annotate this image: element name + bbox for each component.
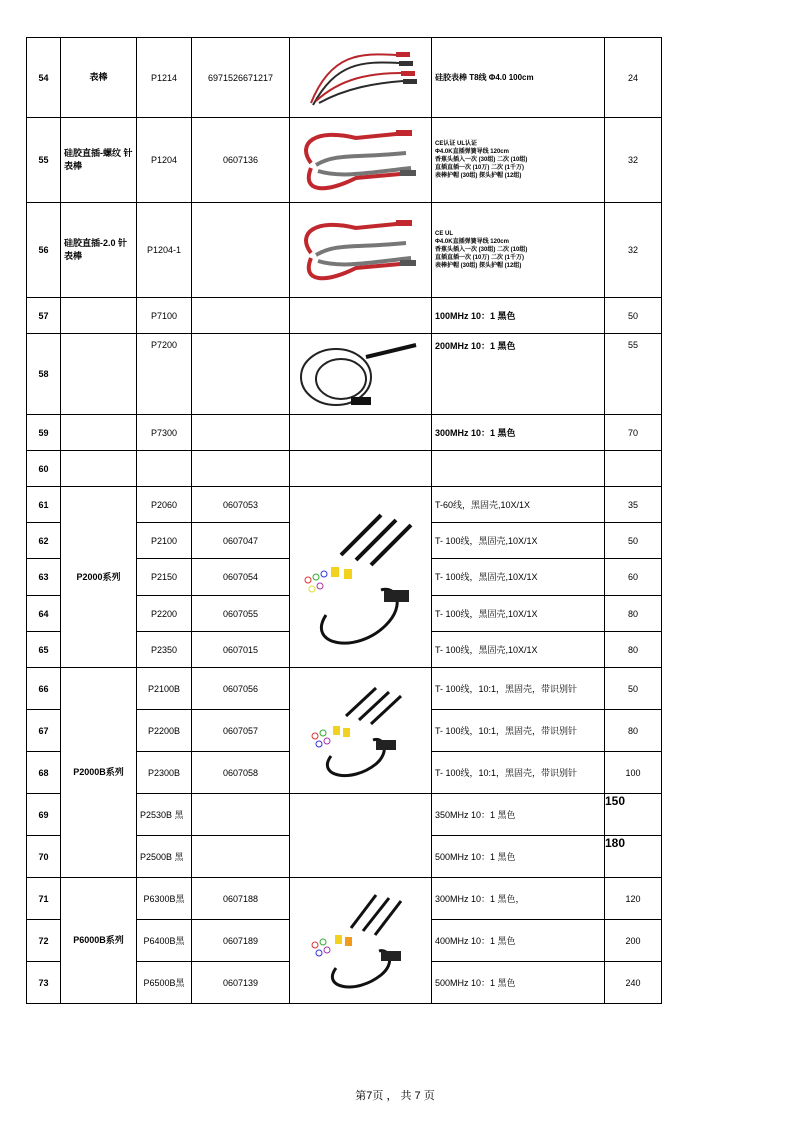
product-description <box>432 203 605 298</box>
table-row <box>27 451 662 487</box>
desc-line: 直插直插一次 (10万) 二次 (1千万) <box>435 165 525 171</box>
product-code: 0607189 <box>192 920 290 962</box>
table-row <box>27 878 662 920</box>
price <box>605 451 662 487</box>
desc-line: CE认证 UL认证 <box>435 141 478 147</box>
product-description: T- 100线，黑固壳,10X/1X <box>432 596 605 632</box>
table-row <box>27 334 662 415</box>
series-label: P2000系列 <box>76 571 121 582</box>
row-number: 68 <box>27 752 61 794</box>
table-row <box>27 298 662 334</box>
product-description: T- 100线，10:1，黑固壳，带识别针 <box>432 668 605 710</box>
product-image <box>290 451 432 487</box>
row-number: 67 <box>27 710 61 752</box>
price: 80 <box>605 596 662 632</box>
product-description: 100MHz 10：1 黑色 <box>432 298 605 334</box>
model-number: P1204-1 <box>137 203 192 298</box>
price: 35 <box>605 487 662 523</box>
model-number: P2500B 黑 <box>137 836 192 878</box>
row-number: 65 <box>27 632 61 668</box>
product-code <box>192 451 290 487</box>
product-description: 300MHz 10：1 黑色 <box>432 415 605 451</box>
price: 50 <box>605 668 662 710</box>
product-description: 500MHz 10：1 黑色 <box>432 836 605 878</box>
row-number: 66 <box>27 668 61 710</box>
row-number: 70 <box>27 836 61 878</box>
test-lead-image <box>296 213 426 288</box>
row-number: 61 <box>27 487 61 523</box>
desc-line: Φ4.0K直插弹簧导线 120cm <box>435 149 509 155</box>
product-name <box>61 415 137 451</box>
product-code: 6971526671217 <box>192 38 290 118</box>
product-code <box>192 334 290 415</box>
row-number: 55 <box>27 118 61 203</box>
model-number: P2100B <box>137 668 192 710</box>
product-image <box>290 38 432 118</box>
product-code: 0607058 <box>192 752 290 794</box>
series-name: P6000B系列 <box>61 878 137 1004</box>
product-description: T-60线，黑固壳,10X/1X <box>432 487 605 523</box>
product-image <box>290 334 432 415</box>
probe-kit-image <box>301 676 421 786</box>
product-image <box>290 878 432 1004</box>
product-image <box>290 487 432 668</box>
series-name: P2000B系列 <box>61 668 137 878</box>
row-number: 59 <box>27 415 61 451</box>
product-description: 200MHz 10：1 黑色 <box>432 334 605 415</box>
model-number: P2150 <box>137 559 192 596</box>
product-name: 硅胶直插-2.0 针表棒 <box>61 203 137 298</box>
product-code: 0607056 <box>192 668 290 710</box>
model-number: P2060 <box>137 487 192 523</box>
desc-line: 香蕉头插入一次 (30组) 二次 (10组) <box>435 247 528 253</box>
desc-line: 表棒护帽 (30组) 探头护帽 (12组) <box>435 173 522 179</box>
price: 55 <box>605 334 662 415</box>
price: 180 <box>605 836 662 878</box>
product-image <box>290 298 432 334</box>
product-name <box>61 298 137 334</box>
price: 80 <box>605 710 662 752</box>
row-number: 64 <box>27 596 61 632</box>
table-row <box>27 415 662 451</box>
product-code: 0607057 <box>192 710 290 752</box>
desc-line: 香蕉头插入一次 (30组) 二次 (10组) <box>435 157 528 163</box>
test-lead-image <box>296 123 426 198</box>
table-row <box>27 38 662 118</box>
model-number: P2350 <box>137 632 192 668</box>
row-number: 63 <box>27 559 61 596</box>
price: 200 <box>605 920 662 962</box>
row-number: 72 <box>27 920 61 962</box>
model-number: P2100 <box>137 523 192 559</box>
model-number: P7300 <box>137 415 192 451</box>
desc-line: CE UL <box>435 231 453 237</box>
price-table <box>26 37 662 1004</box>
product-image <box>290 203 432 298</box>
desc-line: 直插直插一次 (10万) 二次 (1千万) <box>435 255 525 261</box>
model-number: P6400B黑 <box>137 920 192 962</box>
product-code <box>192 836 290 878</box>
product-description: 300MHz 10：1 黑色， <box>432 878 605 920</box>
product-code: 0607015 <box>192 632 290 668</box>
product-code: 0607139 <box>192 962 290 1004</box>
product-name <box>61 334 137 415</box>
price: 150 <box>605 794 662 836</box>
row-number: 60 <box>27 451 61 487</box>
probe-kit-image <box>296 495 426 660</box>
product-code: 0607054 <box>192 559 290 596</box>
model-number: P6300B黑 <box>137 878 192 920</box>
row-number: 57 <box>27 298 61 334</box>
product-image <box>290 794 432 878</box>
model-number: P1214 <box>137 38 192 118</box>
model-number: P7100 <box>137 298 192 334</box>
series-name <box>61 487 137 668</box>
probe-kit-image <box>301 883 421 998</box>
model-number: P1204 <box>137 118 192 203</box>
product-name: 硅胶直插-螺纹 针表棒 <box>61 118 137 203</box>
price: 32 <box>605 118 662 203</box>
model-number: P2530B 黑 <box>137 794 192 836</box>
row-number: 73 <box>27 962 61 1004</box>
product-code <box>192 298 290 334</box>
product-image <box>290 668 432 794</box>
price: 120 <box>605 878 662 920</box>
product-code: 0607055 <box>192 596 290 632</box>
product-description: 350MHz 10：1 黑色 <box>432 794 605 836</box>
product-code <box>192 794 290 836</box>
product-description: T- 100线，黑固壳,10X/1X <box>432 559 605 596</box>
product-code: 0607047 <box>192 523 290 559</box>
price: 32 <box>605 203 662 298</box>
product-code <box>192 415 290 451</box>
product-description: T- 100线，黑固壳,10X/1X <box>432 632 605 668</box>
product-description <box>432 118 605 203</box>
product-description: T- 100线，黑固壳,10X/1X <box>432 523 605 559</box>
row-number: 62 <box>27 523 61 559</box>
price: 50 <box>605 523 662 559</box>
model-number <box>137 451 192 487</box>
product-name <box>61 451 137 487</box>
model-number: P2200B <box>137 710 192 752</box>
desc-line: Φ4.0K直插弹簧导线 120cm <box>435 239 509 245</box>
row-number: 69 <box>27 794 61 836</box>
product-image <box>290 415 432 451</box>
price: 24 <box>605 38 662 118</box>
model-number: P7200 <box>137 334 192 415</box>
price: 50 <box>605 298 662 334</box>
product-description: 400MHz 10：1 黑色 <box>432 920 605 962</box>
oscilloscope-probe-image <box>296 337 426 412</box>
page-footer: 第7页 ， 共 7 页 <box>355 1090 435 1102</box>
table-row <box>27 668 662 710</box>
product-description <box>432 451 605 487</box>
product-image <box>290 118 432 203</box>
price: 70 <box>605 415 662 451</box>
row-number: 56 <box>27 203 61 298</box>
product-code <box>192 203 290 298</box>
row-number: 71 <box>27 878 61 920</box>
product-description: T- 100线，10:1，黑固壳，带识别针 <box>432 710 605 752</box>
price: 80 <box>605 632 662 668</box>
product-name: 表棒 <box>61 38 137 118</box>
row-number: 54 <box>27 38 61 118</box>
test-lead-image <box>301 43 421 113</box>
product-description: 硅胶表棒 T8线 Φ4.0 100cm <box>432 38 605 118</box>
product-description: T- 100线，10:1，黑固壳，带识别针 <box>432 752 605 794</box>
table-row <box>27 203 662 298</box>
product-description: 500MHz 10：1 黑色 <box>432 962 605 1004</box>
product-code: 0607136 <box>192 118 290 203</box>
table-row <box>27 487 662 523</box>
price: 60 <box>605 559 662 596</box>
price: 240 <box>605 962 662 1004</box>
model-number: P2200 <box>137 596 192 632</box>
model-number: P6500B黑 <box>137 962 192 1004</box>
model-number: P2300B <box>137 752 192 794</box>
price: 100 <box>605 752 662 794</box>
product-code: 0607188 <box>192 878 290 920</box>
product-code: 0607053 <box>192 487 290 523</box>
desc-line: 表棒护帽 (30组) 探头护帽 (12组) <box>435 263 522 269</box>
row-number: 58 <box>27 334 61 415</box>
table-row <box>27 118 662 203</box>
